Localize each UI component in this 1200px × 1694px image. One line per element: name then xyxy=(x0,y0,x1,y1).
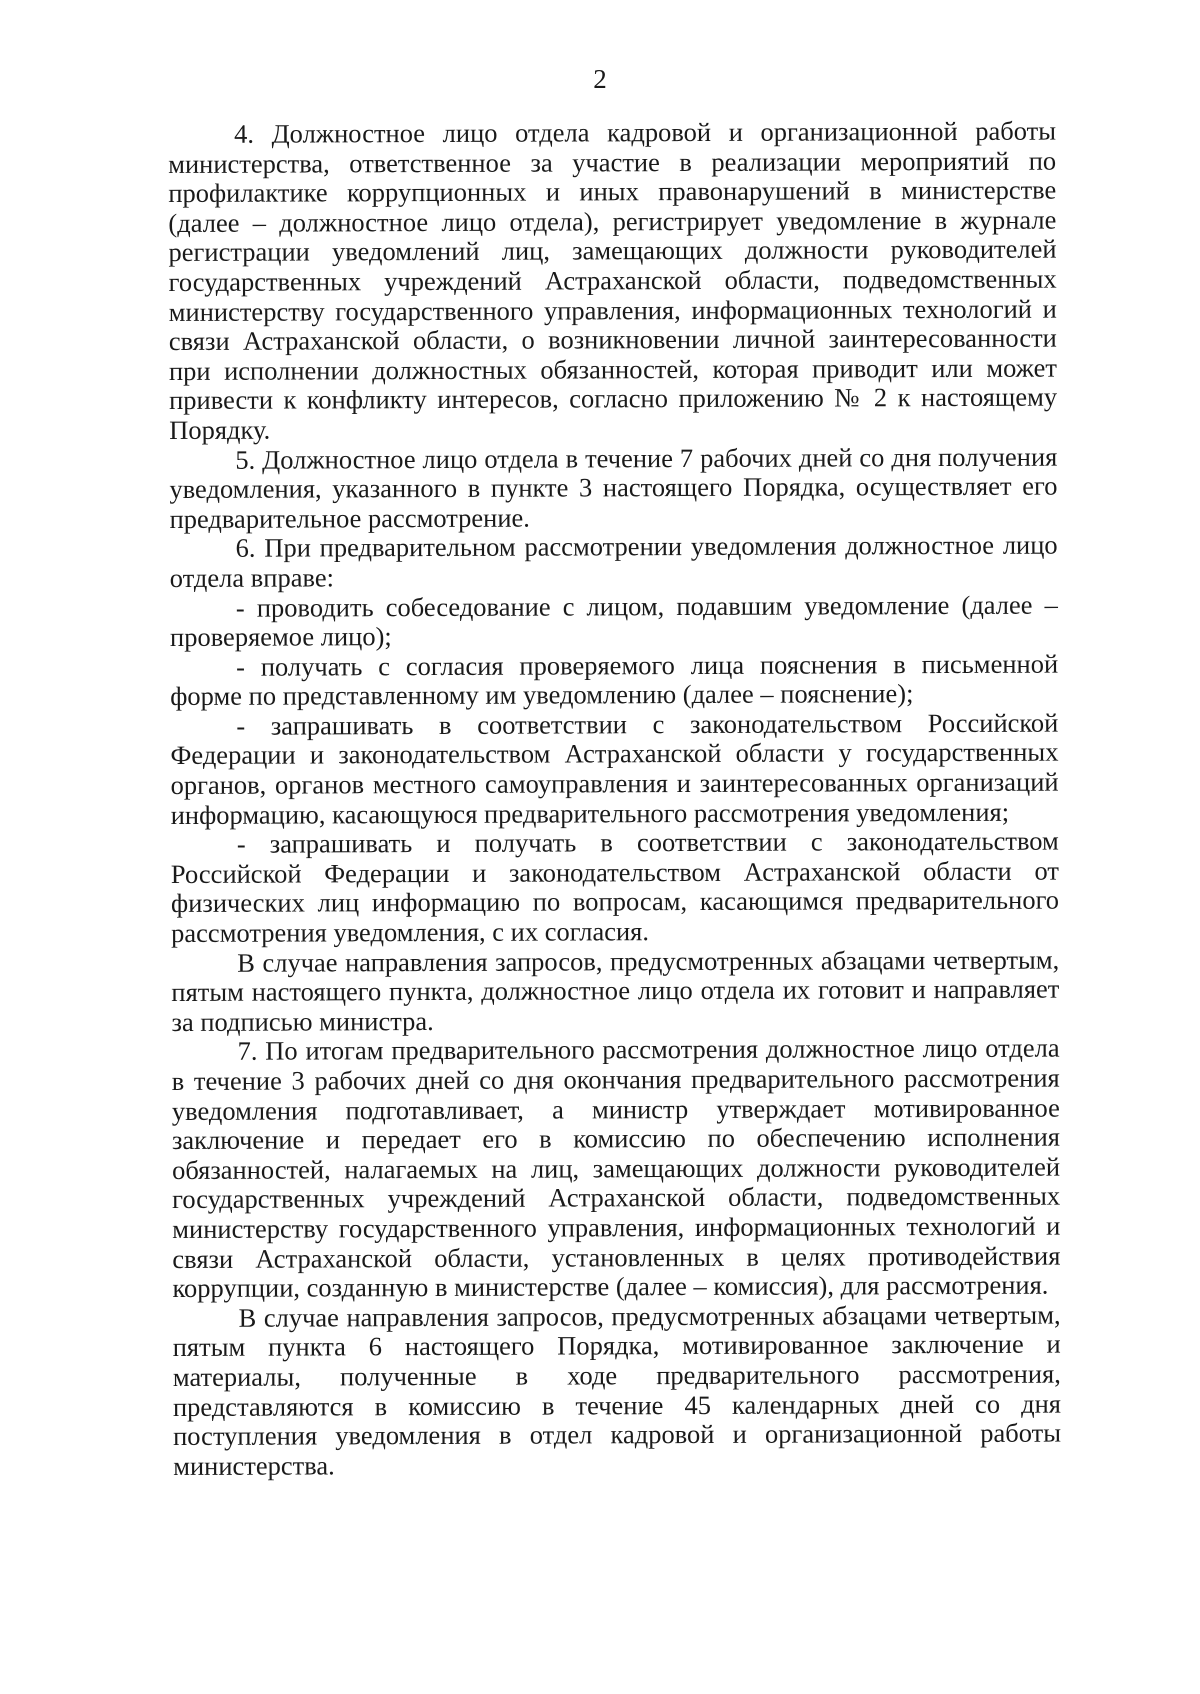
page-number: 2 xyxy=(593,64,607,94)
list-item-interview: - проводить собеседование с лицом, подавшим уведомление (далее – проверяемое лицо); xyxy=(169,589,1058,653)
list-item-request-individuals: - запрашивать и получать в соответствии с законодательством Российской Федерации и законодательством Астраханской области от физических лиц информацию по вопросам, касающимся предварительного рассмотрения уведомления, с их согласия. xyxy=(170,825,1060,949)
list-item-request-organizations: - запрашивать в соответствии с законодательством Российской Федерации и законодательством Астраханской области у государственных органов, органов местного самоуправления и заинтересованных организаций информацию, касающуюся предварительного рассмотрения уведомления; xyxy=(170,707,1059,830)
list-item-explanations: - получать с согласия проверяемого лица пояснения в письменной форме по представленному им уведомлению (далее – пояснение); xyxy=(170,648,1059,712)
document-body xyxy=(168,117,1061,1482)
paragraph-item-5: 5. Должностное лицо отдела в течение 7 рабочих дней со дня получения уведомления, указанного в пункте 3 настоящего Порядка, осуществляет его предварительное рассмотрение. xyxy=(169,441,1058,534)
paragraph-requests-note: В случае направления запросов, предусмотренных абзацами четвертым, пятым настоящего пункта, должностное лицо отдела их готовит и направляет за подписью министра. xyxy=(171,944,1060,1037)
paragraph-item-7: 7. По итогам предварительного рассмотрения должностное лицо отдела в течение 3 рабочих дней со дня окончания предварительного рассмотрения уведомления подготавливает, а министр утверждает мотивированное заключение и передает его в комиссию по обеспечению исполнения обязанностей, налагаемых на лиц, замещающих должности руководителей государственных учреждений Астраханской области, подведомственных министерству государственного управления, информационных технологий и связи Астраханской области, установленных в целях противодействия коррупции, созданную в министерстве (далее – комиссия), для рассмотрения. xyxy=(171,1032,1061,1304)
paragraph-submission-deadline: В случае направления запросов, предусмотренных абзацами четвертым, пятым пункта 6 настоящего Порядка, мотивированное заключение и материалы, полученные в ходе предварительного рассмотрения, представляются в комиссию в течение 45 календарных дней со дня поступления уведомления в отдел кадровой и организационной работы министерства. xyxy=(172,1299,1062,1481)
paragraph-item-4: 4. Должностное лицо отдела кадровой и организационной работы министерства, ответственное за участие в реализации мероприятий по профилактике коррупционных и иных правонарушений в министерстве (далее – должностное лицо отдела), регистрирует уведомление в журнале регистрации уведомлений лиц, замещающих должности руководителей государственных учреждений Астраханской области, подведомственных министерству государственного управления, информационных технологий и связи Астраханской области, о возникновении личной заинтересованности при исполнении должностных обязанностей, которая приводит или может привести к конфликту интересов, согласно приложению № 2 к настоящему Порядку. xyxy=(168,115,1058,445)
paragraph-item-6: 6. При предварительном рассмотрении уведомления должностное лицо отдела вправе: xyxy=(169,529,1058,593)
